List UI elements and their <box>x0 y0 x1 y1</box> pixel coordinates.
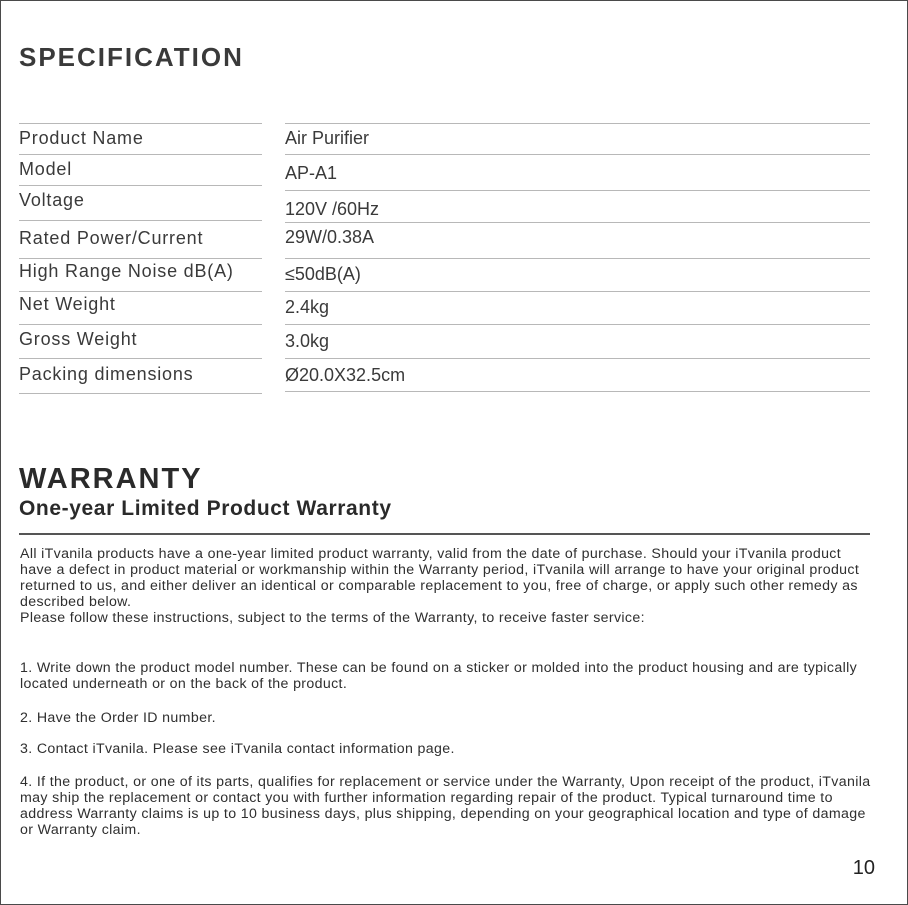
warranty-subtitle: One-year Limited Product Warranty <box>19 497 392 520</box>
warranty-instructions: Please follow these instructions, subject to the terms of the Warranty, to receive faster service: <box>20 610 645 626</box>
page-number: 10 <box>852 857 875 879</box>
warranty-title: WARRANTY <box>19 463 203 495</box>
warranty-step-2: 2. Have the Order ID number. <box>20 710 216 726</box>
spec-value: AP-A1 <box>285 154 870 184</box>
table-bottom-rule <box>19 393 262 394</box>
spec-value: 29W/0.38A <box>285 222 870 248</box>
spec-label: Model <box>19 154 262 180</box>
spec-value: 3.0kg <box>285 324 870 352</box>
spec-label: Packing dimensions <box>19 358 262 385</box>
spec-label: Rated Power/Current <box>19 220 262 249</box>
spec-value: ≤50dB(A) <box>285 258 870 285</box>
spec-value: 2.4kg <box>285 291 870 318</box>
spec-label: Voltage <box>19 185 262 211</box>
spec-label: High Range Noise dB(A) <box>19 258 262 282</box>
warranty-divider <box>19 533 870 535</box>
warranty-step-3: 3. Contact iTvanila. Please see iTvanila contact information page. <box>20 741 455 757</box>
warranty-intro: All iTvanila products have a one-year limited product warranty, valid from the date of purchase. Should your iTvanila product have a defect in product material or workmanship within the Warranty period, iTvanila will arrange to have your original product returned to us, and either deliver an identical or comparable replacement to you, free of charge, or apply such other remedy as described below. <box>20 546 860 610</box>
warranty-step-1: 1. Write down the product model number. These can be found on a sticker or molded into the product housing and are typically located underneath or on the back of the product. <box>20 660 858 692</box>
specification-title: SPECIFICATION <box>19 42 244 72</box>
table-bottom-rule <box>285 391 870 392</box>
spec-value: Air Purifier <box>285 123 870 149</box>
spec-value: Ø20.0X32.5cm <box>285 358 870 386</box>
spec-label: Gross Weight <box>19 324 262 350</box>
spec-label: Net Weight <box>19 291 262 315</box>
spec-label: Product Name <box>19 123 262 149</box>
warranty-step-4: 4. If the product, or one of its parts, qualifies for replacement or service under the Warranty, Upon receipt of the product, iTvanila may ship the replacement or contact you with further information regarding repair of the product. Typical turnaround time to address Warranty claims is up to 10 business days, plus shipping, depending on your geographical location and type of damage or Warranty claim. <box>20 774 871 838</box>
spec-value: 120V /60Hz <box>285 190 870 220</box>
